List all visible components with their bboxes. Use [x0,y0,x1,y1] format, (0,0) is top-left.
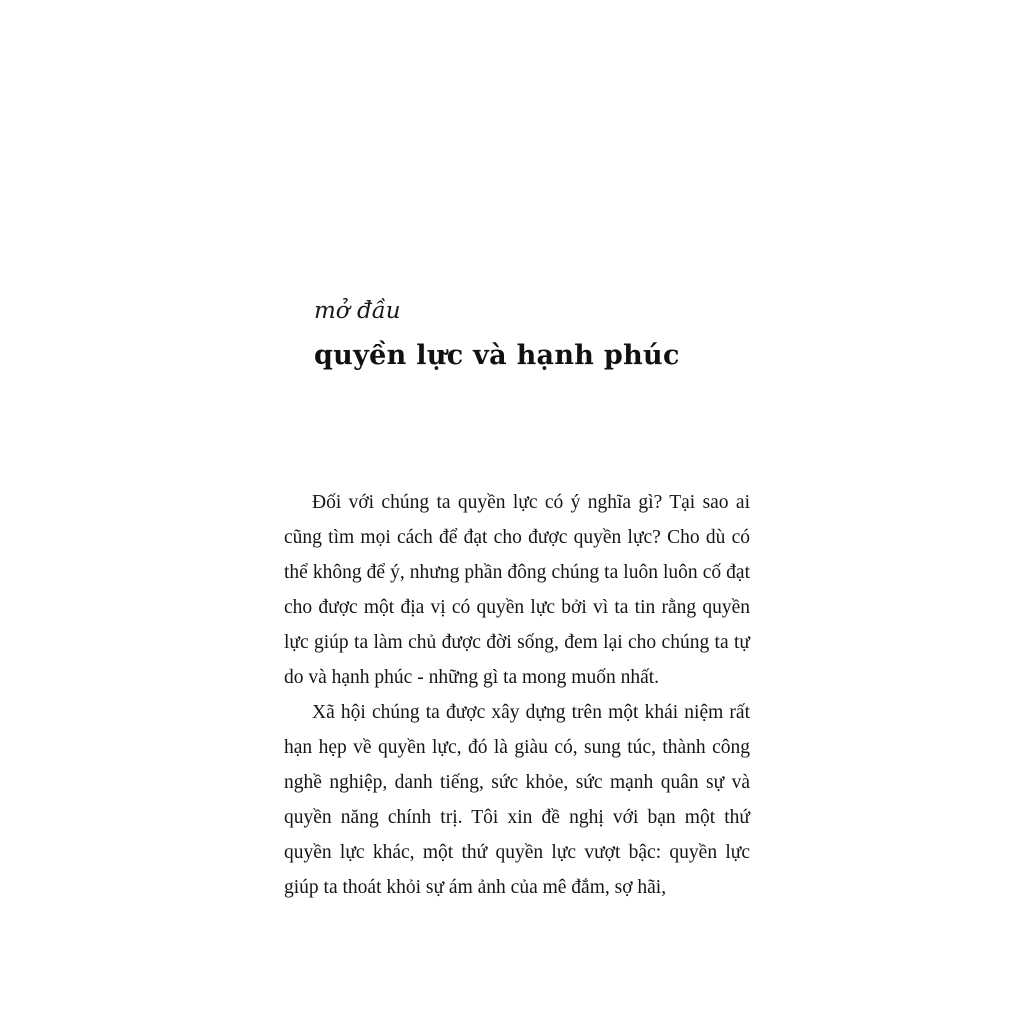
chapter-label: mở đầu [314,298,401,324]
paragraph-1: Đối với chúng ta quyền lực có ý nghĩa gì? Tại sao ai cũng tìm mọi cách để đạt cho được quyền lực? Cho dù có thể không để ý, nhưng phần đông chúng ta luôn luôn cố đạt cho được một địa vị có quyền lực bởi vì ta tin rằng quyền lực giúp ta làm chủ được đời sống, đem lại cho chúng ta tự do và hạnh phúc - những gì ta mong muốn nhất. [284,492,750,688]
body-text [284,485,750,905]
chapter-title: quyền lực và hạnh phúc [314,340,680,371]
paragraph-2: Xã hội chúng ta được xây dựng trên một khái niệm rất hạn hẹp về quyền lực, đó là giàu có, sung túc, thành công nghề nghiệp, danh tiếng, sức khỏe, sức mạnh quân sự và quyền năng chính trị. Tôi xin đề nghị với bạn một thứ quyền lực khác, một thứ quyền lực vượt bậc: quyền lực giúp ta thoát khỏi sự ám ảnh của mê đắm, sợ hãi, [284,702,750,898]
